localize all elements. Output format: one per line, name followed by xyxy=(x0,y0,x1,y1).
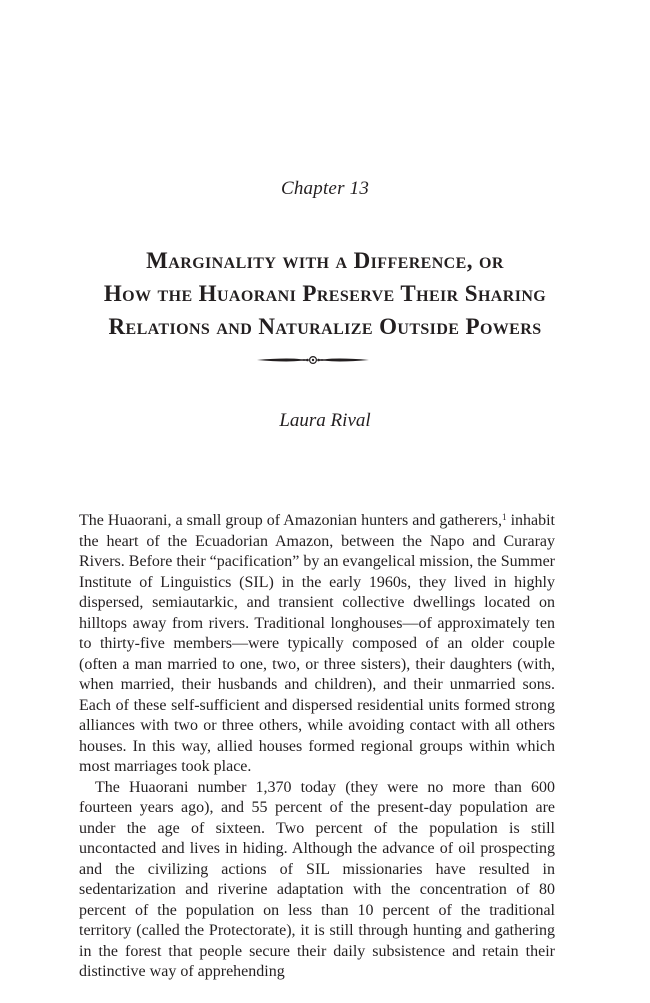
footnote-marker[interactable]: 1 xyxy=(502,512,507,522)
title-line: How the Huaorani Preserve Their Sharing xyxy=(103,281,547,306)
chapter-label: Chapter 13 xyxy=(280,178,370,199)
paragraph xyxy=(79,511,555,778)
chapter-title xyxy=(40,244,610,343)
paragraph-text: inhabit the heart of the Ecuadorian Amazon, between the Napo and Curaray Rivers. Before their “pacification” by an evangelical mission, the Summer Institute of Linguistics (SIL) in the early 1960s, they lived in highly dispersed, semiautarkic, and transient collective dwellings located on hilltops away from rivers. Traditional longhouses—of approximately ten to thirty-five members—were typically composed of an older couple (often a man married to one, two, or three sisters), their daughters (with, when married, their husbands and children), and their unmarried sons. Each of these self-sufficient and dispersed residential units formed strong alliances with two or three others, while avoiding contact with all others houses. In this way, allied houses formed regional groups within which most marriages took place. xyxy=(79,512,556,775)
title-line: Marginality with a Difference, or xyxy=(146,248,504,273)
paragraph-text: The Huaorani, a small group of Amazonian hunters and gatherers, xyxy=(79,512,503,529)
body-text xyxy=(79,511,555,983)
paragraph: The Huaorani number 1,370 today (they were no more than 600 fourteen years ago), and 55 percent of the present-day population are under the age of sixteen. Two percent of the population is still uncontacted and lives in hiding. Although the advance of oil prospecting and the civilizing actions of SIL missionaries have resulted in sedentarization and riverine adaptation with the concentration of 80 percent of the population on less than 10 percent of the traditional territory (called the Protectorate), it is still through hunting and gathering in the forest that people secure their daily subsistence and retain their distinctive way of apprehending xyxy=(79,778,555,980)
title-line: Relations and Naturalize Outside Powers xyxy=(108,314,542,339)
author-name: Laura Rival xyxy=(279,410,371,431)
ornament-divider-icon xyxy=(255,354,371,366)
